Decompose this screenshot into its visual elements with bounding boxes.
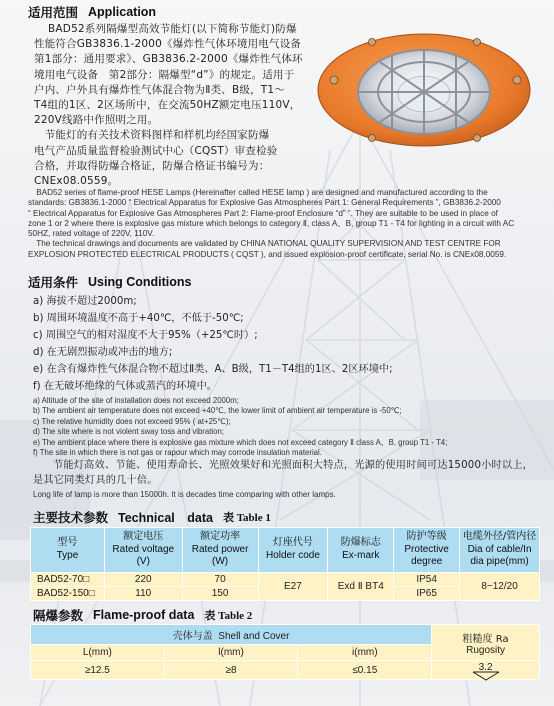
application-cn-line: 220V线路中作照明之用。 <box>34 114 159 127</box>
application-en-line: 50HZ, rated voltage of 220V, 110V. <box>28 229 155 239</box>
condition-cn-item: f) 在无破坏绝缘的气体或蒸汽的环境中。 <box>33 381 217 392</box>
application-title-en: Application <box>88 5 157 19</box>
cable-cell: 8~12/20 <box>460 572 540 600</box>
technical-title-en: Technical data <box>118 511 213 525</box>
flameproof-group-row <box>31 625 540 645</box>
rugosity-value-cell <box>432 661 540 680</box>
application-cn-line: 第1部分：通用要求》、GB3836.2-2000《爆炸性气体环 <box>34 53 303 66</box>
application-cn-line: 性能符合GB3836.1-2000《爆炸性气体环境用电气设备 <box>34 38 302 51</box>
technical-title-cn: 主要技术参数 <box>33 510 109 525</box>
voltage-cell: 220 <box>104 572 182 586</box>
summary-cn-line: 节能灯高效、节能、使用寿命长、光照效果好和光照面积大特点，光源的使用时间可达15000小时以上， <box>53 460 534 471</box>
header-rated-power: 额定功率 Rated power (W) <box>182 528 258 573</box>
summary-cn-line: 是其它同类灯具的几十倍。 <box>33 475 158 486</box>
flameproof-title-en: Flame-proof data <box>93 608 195 622</box>
protection-cell: IP65 <box>394 586 460 600</box>
conditions-title-cn: 适用条件 <box>28 275 79 290</box>
condition-cn-item: c) 周围空气的相对湿度不大于95%（+25℃时）; <box>33 330 258 341</box>
conditions-title-en: Using Conditions <box>88 275 192 289</box>
condition-en-item: a) Altitude of the site of installation does not exceed 2000m; <box>33 396 239 405</box>
application-en-line: EXPLOSION PROTECTED ELECTRICAL PRODUCTS ( CQST ), and issued explosion-proof certificate, serial No. is CNEx08.0059. <box>28 249 507 259</box>
table-row <box>31 661 540 680</box>
rugosity-header: 粗糙度 Ra Rugosity <box>432 625 540 661</box>
application-en-line: zone 1 or 2 where there is explosive gas mixture which belongs to category Ⅱ, class A、B, group T1 - T4 for lighting in a circuit with AC <box>28 218 515 228</box>
condition-cn-item: e) 在含有爆炸性气体混合物不超过Ⅱ类、A、B级，T1－T4组的1区、2区环境中; <box>33 364 393 375</box>
power-cell: 150 <box>182 586 258 600</box>
L-value-cell: ≥12.5 <box>31 661 165 680</box>
condition-en-item: b) The ambient air temperature does not exceed +40℃, the lower limit of ambient air temperature is -50℃; <box>33 406 402 416</box>
header-ex-mark: 防爆标志 Ex-mark <box>328 528 394 573</box>
condition-en-item: c) The relative humidity does not exceed 95% ( at+25℃); <box>33 416 231 426</box>
application-cn-line: 户内、户外具有爆炸性气体混合物为Ⅱ类、B级，T1～ <box>34 83 285 96</box>
rugosity-value: 3.2 <box>478 661 493 673</box>
conditions-heading <box>28 273 191 291</box>
application-cn-line: 节能灯的有关技术资料图样和样机均经国家防爆 <box>34 129 270 142</box>
flameproof-heading <box>33 606 252 624</box>
condition-en-item: d) The site where is not violent sway toss and vibration; <box>33 427 224 437</box>
application-cn-line: 合格，并取得防爆合格证，防爆合格证书编号为： <box>34 159 270 172</box>
application-cn-line: 境用电气设备 第2部分：隔爆型“d”》的规定。适用于 <box>34 68 295 81</box>
flameproof-title-cn: 隔爆参数 <box>33 608 84 623</box>
header-l: l(mm) <box>164 645 298 661</box>
voltage-cell: 110 <box>104 586 182 600</box>
application-title-cn: 适用范围 <box>28 5 79 20</box>
header-i: i(mm) <box>298 645 432 661</box>
application-en-line: BAD52 series of flame-proof HESE Lamps (Hereinafter called HESE lamp ) are designed and manufactured according to the <box>28 188 488 197</box>
application-cn-text <box>34 22 318 189</box>
table-row <box>31 572 540 586</box>
condition-cn-item: b) 周围环境温度不高于+40℃，不低于-50℃; <box>33 313 244 324</box>
application-cn-line: CNEx08.0559。 <box>34 175 119 188</box>
application-cn-line: 电气产品质量监督检验测试中心（CQST）审查检验 <box>34 144 278 157</box>
shell-cover-header: 壳体与盖 Shell and Cover <box>31 625 432 645</box>
ex-mark-cell: Exd Ⅱ BT4 <box>328 572 394 600</box>
type-cell: BAD52-150□ <box>31 586 105 600</box>
header-holder-code: 灯座代号 Holder code <box>258 528 328 573</box>
technical-header-row <box>31 528 540 573</box>
application-en-line: “ Electrical Apparatus for Explosive Gas Atmospheres Part 2: Flame-proof Enclosure “d” ”. They are suitable to be used in place of <box>28 208 498 218</box>
application-cn-line: BAD52系列隔爆型高效节能灯(以下简称节能灯)防爆 <box>48 23 297 35</box>
conditions-en-list <box>33 396 533 458</box>
technical-table-label: 表 Table 1 <box>222 512 271 524</box>
condition-en-item: f) The site in which there is not gas or rapour which may corrode insulation material. <box>33 448 322 458</box>
header-protective-degree: 防护等级 Protective degree <box>394 528 460 573</box>
l-value-cell: ≥8 <box>164 661 298 680</box>
application-cn-line: T4组的1区、2区场所中，在交流50HZ额定电压110V， <box>34 99 301 112</box>
condition-cn-item: d) 在无剧烈振动或冲击的地方; <box>33 347 173 358</box>
header-type: 型号 Type <box>31 528 105 573</box>
type-cell: BAD52-70□ <box>31 572 105 586</box>
holder-code-cell: E27 <box>258 572 328 600</box>
power-cell: 70 <box>182 572 258 586</box>
i-value-cell: ≤0.15 <box>298 661 432 680</box>
condition-cn-item: a) 海拔不超过2000m; <box>33 296 137 307</box>
application-heading <box>28 3 156 21</box>
application-en-text <box>28 188 550 260</box>
header-L: L(mm) <box>31 645 165 661</box>
explosion-proof-lamp-image <box>312 22 540 150</box>
roughness-symbol-icon <box>471 671 501 681</box>
application-en-line: standards: GB3836.1-2000 “ Electrical Apparatus for Explosive Gas Atmospheres Part 1: General Requirements ”, GB3836.2-2000 <box>28 198 501 208</box>
flameproof-data-table <box>30 624 540 680</box>
summary-cn-text <box>33 458 548 488</box>
protection-cell: IP54 <box>394 572 460 586</box>
technical-heading <box>33 508 271 526</box>
summary-en-text: Long life of lamp is more than 15000h. It is decades time comparing with other lamps. <box>33 490 336 499</box>
application-en-line: The technical drawings and documents are validated by CHINA NATIONAL QUALITY SUPERVISION AND TEST CENTRE FOR <box>28 239 501 249</box>
technical-data-table <box>30 527 540 601</box>
condition-en-item: e) The ambient place where there is explosive gas mixture which does not exceed category Ⅱ class A、B, group T1 - T4; <box>33 437 448 447</box>
header-cable-dia: 电缆外径/管内径 Dia of cable/In dia pipe(mm) <box>460 528 540 573</box>
flameproof-table-label: 表 Table 2 <box>204 610 253 622</box>
header-rated-voltage: 额定电压 Rated voltage (V) <box>104 528 182 573</box>
